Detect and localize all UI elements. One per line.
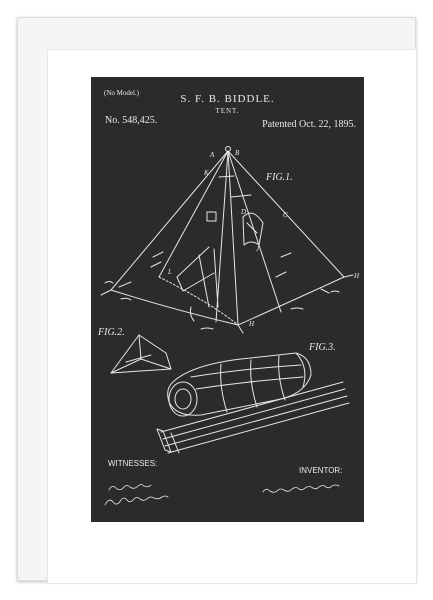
patent-date: Patented Oct. 22, 1895. [262, 119, 356, 130]
tent-drawing [91, 77, 364, 522]
inventor-name: S. F. B. BIDDLE. [180, 93, 275, 105]
letter-a: A [210, 151, 215, 159]
letter-j: J [256, 245, 260, 253]
letter-h-right: H [354, 272, 360, 280]
blueprint-poster [91, 77, 364, 522]
signatures-illustration [105, 485, 339, 506]
fig3-label: FIG.3. [309, 342, 336, 353]
patent-title: TENT. [215, 107, 240, 115]
letter-l: L [168, 268, 172, 276]
letter-c: C [283, 211, 288, 219]
fig1-label: FIG.1. [266, 172, 293, 183]
fig3-illustration [157, 353, 349, 453]
letter-h-bottom: H [249, 320, 255, 328]
letter-d: D [241, 208, 247, 216]
patent-number: No. 548,425. [105, 115, 158, 126]
fig2-label: FIG.2. [98, 327, 125, 338]
letter-k: K [204, 169, 209, 177]
inventor-label: INVENTOR: [299, 466, 343, 475]
letter-b: B [235, 149, 240, 157]
fig1-tent-illustration [101, 147, 353, 334]
model-note: (No Model.) [104, 89, 139, 97]
witnesses-label: WITNESSES: [108, 459, 158, 468]
fig2-illustration [111, 335, 171, 373]
